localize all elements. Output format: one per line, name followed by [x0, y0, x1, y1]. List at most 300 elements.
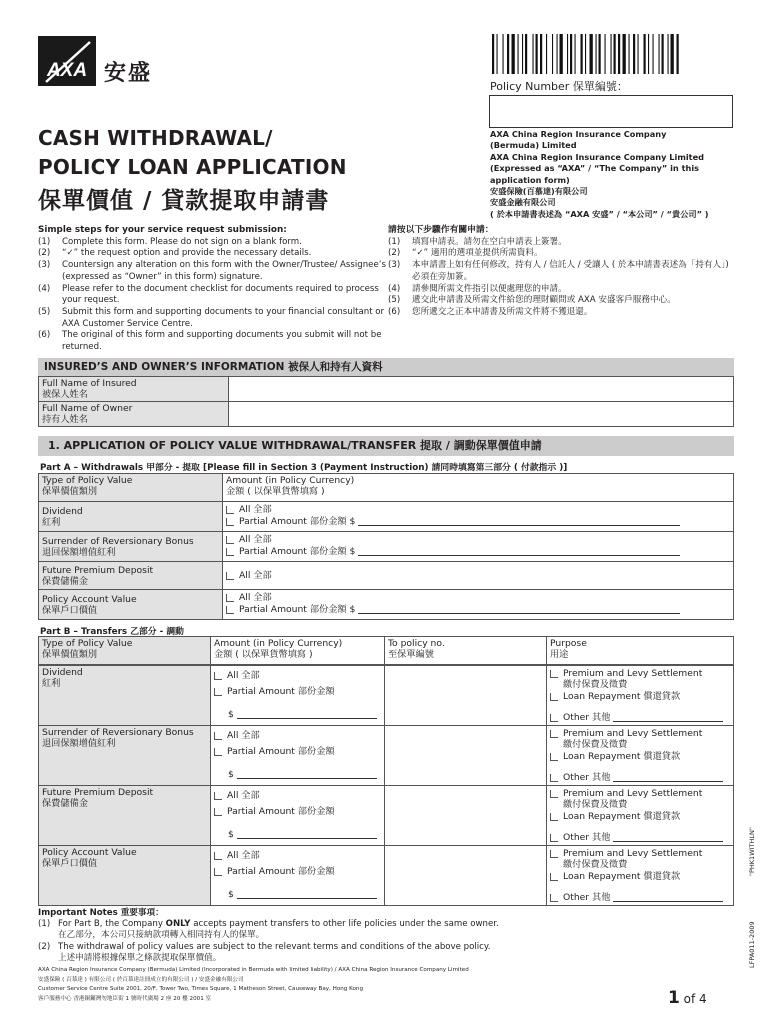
- barcode-bar: [522, 34, 523, 74]
- note-text-part: accepts payment transfers to other life policies under the same owner.: [190, 919, 499, 930]
- checkbox-icon[interactable]: [214, 732, 222, 740]
- checkbox-icon[interactable]: [214, 808, 222, 816]
- steps-en: [38, 225, 388, 354]
- part-b-row: [38, 845, 734, 906]
- premium-checkbox[interactable]: [550, 848, 730, 870]
- part-b-table: [38, 636, 734, 665]
- table-row: [39, 502, 734, 532]
- part-b-type-cell: [39, 726, 211, 786]
- option-label: All 全部: [239, 592, 272, 603]
- checkbox-icon[interactable]: [550, 850, 558, 858]
- step-num: (4): [38, 283, 51, 294]
- company-line: 安盛保險(百慕達)有限公司: [490, 186, 588, 197]
- step-num: (6): [38, 330, 51, 341]
- partial-checkbox[interactable]: [214, 866, 381, 877]
- step-num: (3): [388, 260, 401, 271]
- page-number: [668, 988, 707, 1008]
- checkbox-icon[interactable]: [550, 873, 558, 881]
- step-item: [38, 237, 388, 249]
- step-item: [388, 260, 733, 283]
- barcode-bar: [503, 34, 504, 74]
- step-item: [38, 260, 388, 283]
- side-version-code: LFPA011-2009: [748, 921, 756, 968]
- table-row: [39, 846, 734, 906]
- barcode-bar: [668, 34, 669, 74]
- part-b-purpose-cell: [547, 846, 734, 906]
- other-field[interactable]: [613, 773, 723, 782]
- option-label: Partial Amount 部份金額: [227, 746, 335, 757]
- option-label: All 全部: [227, 850, 260, 861]
- other-checkbox[interactable]: [550, 892, 730, 903]
- part-a-amount-cell: [223, 562, 734, 590]
- checkbox-icon[interactable]: [214, 852, 222, 860]
- table-row: [39, 726, 734, 786]
- partial-checkbox[interactable]: [226, 516, 730, 527]
- step-num: (5): [38, 306, 51, 317]
- label-en: Full Name of Insured: [42, 378, 137, 389]
- option-label: [563, 728, 702, 750]
- barcode-bar: [581, 34, 583, 74]
- header-en: Amount (in Policy Currency): [214, 638, 343, 649]
- checkbox-icon[interactable]: [550, 693, 558, 701]
- all-checkbox[interactable]: [226, 570, 730, 581]
- note-emphasis: ONLY: [165, 919, 191, 930]
- barcode-bar: [567, 34, 568, 74]
- barcode-bar: [533, 34, 534, 74]
- company-line: AXA China Region Insurance Company: [490, 129, 667, 139]
- barcode-bar: [497, 34, 498, 74]
- step-text: Complete this form. Please do not sign on a blank form.: [62, 236, 302, 247]
- type-en: Surrender of Reversionary Bonus: [42, 536, 194, 547]
- header-cn: 至保單編號: [388, 649, 434, 660]
- part-b-row: [38, 785, 734, 846]
- amount-field[interactable]: [237, 770, 377, 779]
- all-checkbox[interactable]: [226, 592, 730, 603]
- option-label-en: Premium and Levy Settlement: [563, 668, 703, 679]
- step-num: (2): [38, 248, 51, 259]
- barcode-bar: [540, 34, 542, 74]
- dollar-sign: $: [228, 829, 234, 840]
- step-num: (1): [38, 236, 51, 247]
- owner-name-label: [39, 402, 229, 427]
- option-label-en: Premium and Levy Settlement: [563, 788, 703, 799]
- option-label: [563, 848, 702, 870]
- barcode-bar: [557, 34, 558, 74]
- part-b-purpose-header: [547, 637, 734, 665]
- option-label: Loan Repayment 償還貸款: [563, 691, 681, 702]
- partial-checkbox[interactable]: [226, 604, 730, 615]
- part-a-amount-header: [223, 474, 734, 502]
- important-notes: [38, 908, 598, 964]
- option-label: Other 其他: [563, 772, 611, 783]
- premium-checkbox[interactable]: [550, 728, 730, 750]
- amount-field[interactable]: [237, 710, 377, 719]
- insured-name-field[interactable]: [229, 377, 734, 402]
- step-text: 填寫申請表。請勿在空白申請表上簽署。: [412, 236, 567, 247]
- part-b-type-cell: [39, 666, 211, 726]
- option-label: Partial Amount 部份金額 $: [239, 516, 356, 527]
- option-label: Partial Amount 部份金額: [227, 806, 335, 817]
- header-en: Type of Policy Value: [42, 638, 133, 649]
- barcode-bar: [638, 34, 639, 74]
- barcode-bar: [618, 34, 620, 74]
- footer-line: Customer Service Centre Suite 2001, 20/F, Tower Two, Times Square, 1 Matheson Street, Causeway Bay, Hong Kong: [38, 986, 364, 993]
- note-num: (1): [38, 919, 51, 930]
- type-cn: 保費儲備金: [42, 798, 88, 809]
- option-label: All 全部: [227, 670, 260, 681]
- checkbox-icon[interactable]: [550, 790, 558, 798]
- part-b-amount-cell: [211, 726, 385, 786]
- form-title-line1: CASH WITHDRAWAL/: [38, 126, 273, 150]
- all-checkbox[interactable]: [214, 730, 381, 741]
- step-num: (5): [388, 295, 401, 306]
- to-policy-field[interactable]: [385, 726, 547, 786]
- option-label: All 全部: [239, 504, 272, 515]
- amount-field[interactable]: [237, 890, 377, 899]
- type-en: Dividend: [42, 667, 83, 678]
- header-cn: 用途: [550, 649, 569, 660]
- checkbox-icon[interactable]: [550, 714, 558, 722]
- step-text: Please refer to the document checklist for documents required to process your request.: [62, 283, 379, 306]
- all-checkbox[interactable]: [214, 850, 381, 861]
- checkbox-icon[interactable]: [226, 548, 234, 556]
- checkbox-icon[interactable]: [214, 748, 222, 756]
- part-a-type-cell: [39, 502, 223, 532]
- company-line: AXA China Region Insurance Company Limited: [490, 151, 704, 162]
- note-text-cn: 在乙部分，本公司只接納款項轉入相同持有人的保單。: [58, 930, 265, 941]
- table-row: [39, 666, 734, 726]
- form-title-cn: 保單價值 / 貸款提取申請書: [38, 188, 330, 214]
- company-line: (Bermuda) Limited: [490, 140, 577, 151]
- part-a-table: [38, 473, 734, 620]
- part-b-label: Part B – Transfers 乙部分 - 調動: [40, 627, 184, 637]
- table-row: [39, 590, 734, 620]
- dollar-sign: $: [228, 709, 234, 720]
- step-text: 您所遞交之正本申請書及所需文件將不獲退還。: [412, 306, 593, 317]
- all-checkbox[interactable]: [226, 534, 730, 545]
- note-num: (2): [38, 941, 51, 952]
- checkbox-icon[interactable]: [214, 688, 222, 696]
- option-label: Partial Amount 部份金額: [227, 866, 335, 877]
- option-label: Partial Amount 部份金額: [227, 686, 335, 697]
- to-policy-field[interactable]: [385, 666, 547, 726]
- note-item: [38, 942, 598, 953]
- other-field[interactable]: [613, 713, 723, 722]
- to-policy-field[interactable]: [385, 846, 547, 906]
- option-label: Loan Repayment 償還貸款: [563, 751, 681, 762]
- option-label: All 全部: [227, 730, 260, 741]
- checkbox-icon[interactable]: [226, 518, 234, 526]
- policy-number-label: Policy Number 保單編號：: [490, 80, 628, 93]
- option-label: All 全部: [239, 534, 272, 545]
- table-row: [39, 786, 734, 846]
- loan-checkbox[interactable]: [550, 691, 730, 702]
- other-field[interactable]: [613, 833, 723, 842]
- header-en: To policy no.: [388, 638, 445, 649]
- option-label: Partial Amount 部份金額 $: [239, 546, 356, 557]
- barcode-bar: [629, 34, 630, 74]
- amount-line: [214, 709, 381, 720]
- part-b-purpose-cell: [547, 666, 734, 726]
- step-text: Countersign any alteration on this form with the Owner/Trustee/ Assignee’s (expressed as “Owner” in this form) signature.: [62, 260, 386, 282]
- other-field[interactable]: [613, 893, 723, 902]
- option-label: Other 其他: [563, 892, 611, 903]
- company-line: application form): [490, 174, 570, 185]
- header-cn: 金額 ( 以保單貨幣填寫 ): [226, 486, 325, 497]
- note-text-part: For Part B, the Company: [58, 919, 166, 930]
- barcode-bar: [590, 34, 593, 74]
- footer-line: 安盛保險 ( 百慕達 ) 有限公司 ( 於百慕達註冊成立的有限公司 ) / 安盛金融有限公司: [38, 976, 244, 983]
- loan-checkbox[interactable]: [550, 751, 730, 762]
- type-en: Policy Account Value: [42, 847, 137, 858]
- all-checkbox[interactable]: [214, 670, 381, 681]
- part-b-purpose-cell: [547, 786, 734, 846]
- type-en: Future Premium Deposit: [42, 565, 154, 576]
- table-row: [39, 474, 734, 502]
- barcode-bar: [671, 34, 674, 74]
- footer-line: 客戶服務中心 香港銅鑼灣勿地臣街 1 號時代廣場 2 座 20 樓 2001 室: [38, 995, 212, 1002]
- header-en: Purpose: [550, 638, 587, 649]
- header-cn: 保單價值類別: [42, 649, 98, 660]
- part-b-type-header: [39, 637, 211, 665]
- table-row: [39, 562, 734, 590]
- checkbox-icon[interactable]: [214, 672, 222, 680]
- footer: [38, 966, 598, 1004]
- step-item: [388, 284, 733, 296]
- steps-title-en: Simple steps for your service request submission:: [38, 225, 287, 235]
- checkbox-icon[interactable]: [550, 730, 558, 738]
- checkbox-icon[interactable]: [550, 774, 558, 782]
- to-policy-field[interactable]: [385, 786, 547, 846]
- step-text: Submit this form and supporting documents to your financial consultant or AXA Customer Service Centre.: [62, 306, 385, 329]
- insured-section-title: INSURED’S AND OWNER’S INFORMATION 被保人和持有人資料: [38, 358, 734, 376]
- part-b-amount-header: [211, 637, 385, 665]
- header-cn: 金額 ( 以保單貨幣填寫 ): [214, 649, 313, 660]
- svg-text:AXA: AXA: [46, 60, 88, 81]
- part-a-type-cell: [39, 532, 223, 562]
- checkbox-icon[interactable]: [214, 792, 222, 800]
- option-label: Loan Repayment 償還貸款: [563, 871, 681, 882]
- steps-title-cn: 請按以下步驟作有關申請：: [388, 225, 494, 235]
- steps-cn: [388, 225, 733, 319]
- step-num: (6): [388, 306, 401, 317]
- amount-line: [214, 829, 381, 840]
- type-cn: 紅利: [42, 678, 61, 689]
- header-en: Type of Policy Value: [42, 475, 133, 486]
- part-b-amount-cell: [211, 846, 385, 906]
- step-item: [388, 248, 733, 260]
- company-info: [490, 129, 740, 220]
- partial-checkbox[interactable]: [214, 806, 381, 817]
- amount-field[interactable]: [358, 547, 680, 556]
- step-item: [38, 284, 388, 307]
- barcode-bar: [633, 34, 635, 74]
- option-label: Other 其他: [563, 832, 611, 843]
- note-item: [38, 919, 598, 930]
- premium-checkbox[interactable]: [550, 668, 730, 690]
- checkbox-icon[interactable]: [226, 536, 234, 544]
- footer-line: AXA China Region Insurance Company (Bermuda) Limited (Incorporated in Bermuda with limited liability) / AXA China Region Insurance Company Limited: [38, 967, 469, 973]
- checkbox-icon[interactable]: [550, 753, 558, 761]
- table-row: [39, 637, 734, 665]
- type-en: Future Premium Deposit: [42, 787, 154, 798]
- amount-line: [214, 889, 381, 900]
- insured-owner-table: [38, 376, 734, 427]
- label-cn: 持有人姓名: [42, 414, 88, 425]
- policy-number-field[interactable]: [489, 95, 733, 128]
- label-cn: 被保人姓名: [42, 389, 88, 400]
- barcode-bar: [611, 34, 612, 74]
- barcode-bar: [492, 34, 494, 74]
- barcode-bar: [659, 34, 660, 74]
- barcode-bar: [560, 34, 563, 74]
- barcode-bar: [536, 34, 538, 74]
- part-b-row: [38, 725, 734, 786]
- partial-checkbox[interactable]: [226, 546, 730, 557]
- partial-checkbox[interactable]: [214, 686, 381, 697]
- part-b-type-cell: [39, 786, 211, 846]
- note-text: [58, 919, 598, 930]
- barcode-bar: [585, 34, 586, 74]
- insured-name-label: [39, 377, 229, 402]
- form-title-line2: POLICY LOAN APPLICATION: [38, 155, 347, 179]
- option-label: All 全部: [239, 570, 272, 581]
- brand-name-cn: 安盛: [104, 61, 153, 86]
- part-b-amount-cell: [211, 786, 385, 846]
- type-cn: 紅利: [42, 517, 61, 528]
- company-line: (Expressed as “AXA” / “The Company” in this: [490, 163, 700, 174]
- amount-field[interactable]: [358, 517, 680, 526]
- part-a-amount-cell: [223, 532, 734, 562]
- type-cn: 退回保額增值紅利: [42, 547, 116, 558]
- axa-logo: [38, 36, 96, 86]
- option-label-en: Premium and Levy Settlement: [563, 728, 703, 739]
- step-item: [388, 237, 733, 249]
- checkbox-icon[interactable]: [214, 868, 222, 876]
- step-num: (1): [388, 236, 401, 247]
- table-row: [39, 402, 734, 427]
- barcode-bar: [644, 34, 646, 74]
- barcode-bar: [677, 34, 679, 74]
- option-label: [563, 668, 702, 690]
- checkbox-icon[interactable]: [226, 594, 234, 602]
- type-cn: 退回保額增值紅利: [42, 738, 116, 749]
- all-checkbox[interactable]: [214, 790, 381, 801]
- checkbox-icon[interactable]: [550, 894, 558, 902]
- part-a-type-cell: [39, 562, 223, 590]
- barcode-bar: [525, 34, 527, 74]
- barcode-bar: [599, 34, 601, 74]
- label-en: Full Name of Owner: [42, 403, 133, 414]
- step-item: [38, 330, 388, 353]
- option-label: Other 其他: [563, 712, 611, 723]
- header-en: Amount (in Policy Currency): [226, 475, 355, 486]
- other-checkbox[interactable]: [550, 712, 730, 723]
- checkbox-icon[interactable]: [226, 606, 234, 614]
- checkbox-icon[interactable]: [226, 506, 234, 514]
- barcode-bar: [614, 34, 616, 74]
- barcode-bar: [546, 34, 547, 74]
- checkbox-icon[interactable]: [550, 813, 558, 821]
- step-item: [388, 295, 733, 307]
- step-item: [38, 248, 388, 260]
- option-label-cn: 繳付保費及徵費: [563, 859, 628, 870]
- loan-checkbox[interactable]: [550, 871, 730, 882]
- step-text: “✓” the request option and provide the necessary details.: [62, 248, 312, 259]
- amount-field[interactable]: [358, 605, 680, 614]
- step-item: [38, 307, 388, 330]
- part-a-label: Part A – Withdrawals 甲部分 - 提取 [Please fill in Section 3 (Payment Instruction) 請同時填寫第三部分 ( 付款指示 )]: [40, 463, 568, 473]
- side-form-code: "PHK1WITHLN": [748, 827, 756, 876]
- notes-title: Important Notes 重要事項：: [38, 908, 164, 918]
- part-a-type-header: [39, 474, 223, 502]
- part-b-row: [38, 665, 734, 726]
- dollar-sign: $: [228, 889, 234, 900]
- step-num: (4): [388, 283, 401, 294]
- step-text: 遞交此申請書及所需文件給您的理財顧問或 AXA 安盛客戶服務中心。: [412, 295, 676, 306]
- option-label: [563, 788, 702, 810]
- option-label: All 全部: [227, 790, 260, 801]
- option-label: Partial Amount 部份金額 $: [239, 604, 356, 615]
- part-b-type-cell: [39, 846, 211, 906]
- option-label-en: Premium and Levy Settlement: [563, 848, 703, 859]
- step-text: 請參閱所需文件指引以便處理您的申請。: [412, 283, 567, 294]
- type-cn: 保單戶口價值: [42, 858, 98, 869]
- checkbox-icon[interactable]: [550, 670, 558, 678]
- type-en: Surrender of Reversionary Bonus: [42, 727, 194, 738]
- section1-title: 1. APPLICATION OF POLICY VALUE WITHDRAWAL/TRANSFER 提取 / 調動保單價值申請: [38, 436, 734, 456]
- barcode-bar: [518, 34, 519, 74]
- barcode-bar: [512, 34, 515, 74]
- part-a-amount-cell: [223, 502, 734, 532]
- step-text: 本申請書上如有任何修改，持有人 / 信託人 / 受讓人 ( 於本申請書表述為「持有人」) 必須在旁加簽。: [412, 260, 729, 282]
- premium-checkbox[interactable]: [550, 788, 730, 810]
- note-text-cn: 上述申請將根據保單之條款提取保單價值。: [58, 952, 222, 963]
- barcode-bar: [653, 34, 654, 74]
- barcode-bar: [596, 34, 597, 74]
- part-a-amount-cell: [223, 590, 734, 620]
- barcode-bar: [605, 34, 606, 74]
- table-row: [39, 377, 734, 402]
- page-total: of 4: [679, 992, 707, 1006]
- company-line: 安盛金融有限公司: [490, 197, 556, 208]
- barcode-bar: [575, 34, 576, 74]
- partial-checkbox[interactable]: [214, 746, 381, 757]
- company-line: ( 於本申請書表述為 “AXA 安盛” / “本公司” / “貴公司” ): [490, 208, 709, 219]
- other-checkbox[interactable]: [550, 832, 730, 843]
- part-b-purpose-cell: [547, 726, 734, 786]
- owner-name-field[interactable]: [229, 402, 734, 427]
- loan-checkbox[interactable]: [550, 811, 730, 822]
- other-checkbox[interactable]: [550, 772, 730, 783]
- step-num: (3): [38, 260, 51, 271]
- part-b-to-policy-header: [385, 637, 547, 665]
- checkbox-icon[interactable]: [550, 834, 558, 842]
- type-en: Dividend: [42, 506, 83, 517]
- dollar-sign: $: [228, 769, 234, 780]
- barcode-bar: [623, 34, 626, 74]
- amount-line: [214, 769, 381, 780]
- type-cn: 保單戶口價值: [42, 605, 98, 616]
- amount-field[interactable]: [237, 830, 377, 839]
- header-cn: 保單價值類別: [42, 486, 98, 497]
- all-checkbox[interactable]: [226, 504, 730, 515]
- type-cn: 保費儲備金: [42, 576, 88, 587]
- part-a-type-cell: [39, 590, 223, 620]
- part-b-amount-cell: [211, 666, 385, 726]
- note-text: The withdrawal of policy values are subject to the relevant terms and conditions of the above policy.: [58, 941, 491, 952]
- checkbox-icon[interactable]: [226, 572, 234, 580]
